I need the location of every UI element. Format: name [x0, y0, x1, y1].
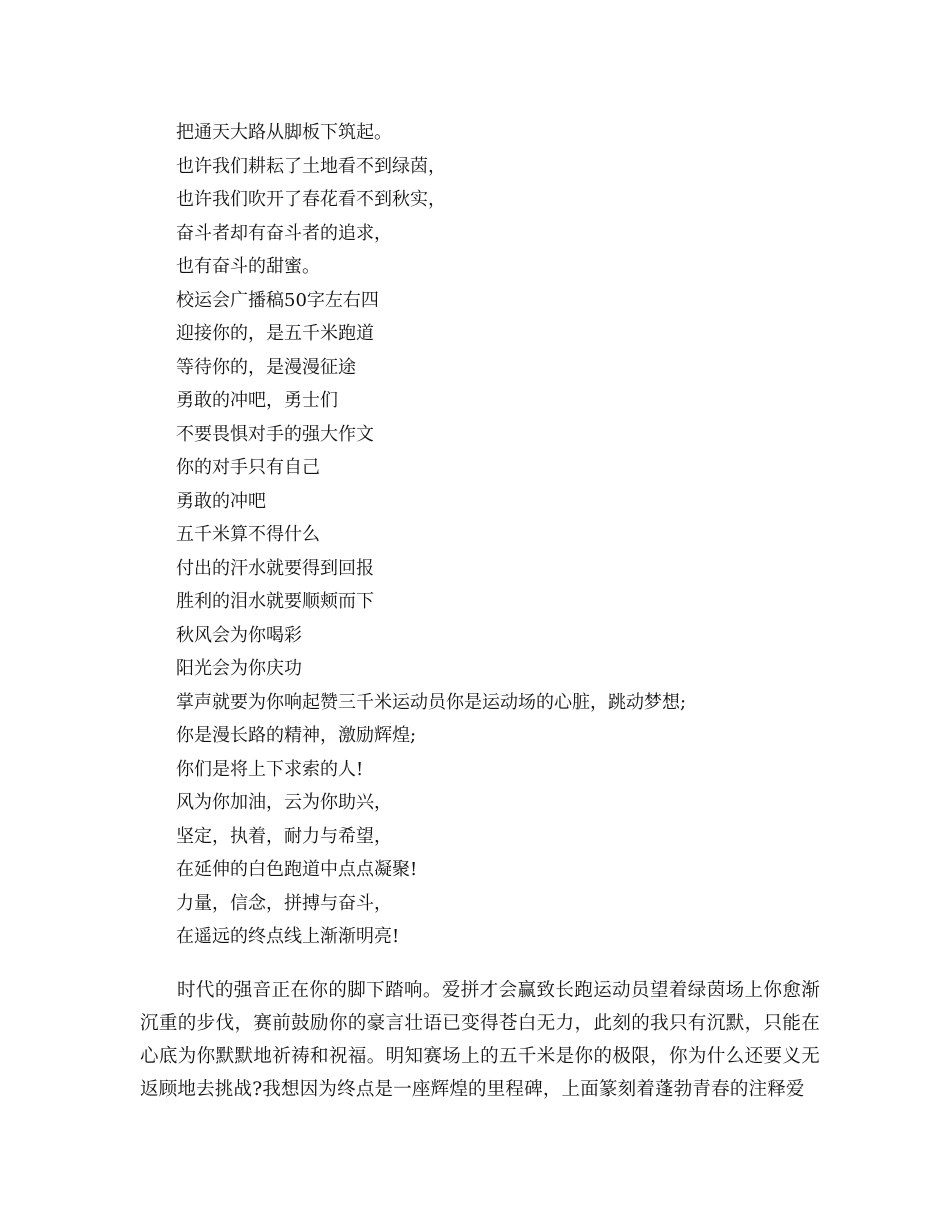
text-line: 你们是将上下求索的人!	[176, 758, 364, 780]
text-line: 付出的汗水就要得到回报	[176, 557, 374, 579]
text-line: 掌声就要为你响起赞三千米运动员你是运动场的心脏，跳动梦想;	[176, 691, 687, 713]
text-line: 也许我们耕耘了土地看不到绿茵，	[176, 155, 446, 177]
text-line: 在延伸的白色跑道中点点凝聚!	[176, 859, 418, 880]
text-line: 奋斗者却有奋斗者的追求，	[176, 222, 392, 244]
text-line: 也有奋斗的甜蜜。	[176, 256, 320, 277]
section-heading: 校运会广播稿50字左右四	[176, 289, 379, 311]
text-line: 不要畏惧对手的强大作文	[176, 423, 374, 445]
text-line: 勇敢的冲吧，勇士们	[176, 390, 338, 411]
text-line: 也许我们吹开了春花看不到秋实，	[176, 189, 446, 210]
text-line: 秋风会为你喝彩	[176, 624, 302, 646]
text-line: 等待你的，是漫漫征途	[176, 356, 356, 378]
text-line: 你的对手只有自己	[176, 457, 320, 478]
text-line: 五千米算不得什么	[176, 524, 320, 545]
poem-lines	[176, 116, 876, 954]
text-line: 把通天大路从脚板下筑起。	[176, 122, 392, 143]
text-line: 迎接你的，是五千米跑道	[176, 323, 374, 344]
text-line: 胜利的泪水就要顺颊而下	[176, 591, 374, 612]
text-line: 你是漫长路的精神，激励辉煌;	[176, 725, 417, 746]
text-line: 勇敢的冲吧	[176, 490, 266, 512]
text-line: 风为你加油，云为你助兴，	[176, 792, 392, 813]
text-line: 在遥远的终点线上渐渐明亮!	[176, 926, 400, 947]
text-line: 阳光会为你庆功	[176, 658, 302, 679]
text-line: 坚定，执着，耐力与希望，	[176, 825, 392, 847]
body-paragraph: 时代的强音正在你的脚下踏响。爱拼才会赢致长跑运动员望着绿茵场上你愈渐沉重的步伐，赛前鼓励你的豪言壮语已变得苍白无力，此刻的我只有沉默，只能在心底为你默默地祈祷和祝福。明知赛场上的五千米是你的极限，你为什么还要义无返顾地去挑战?我想因为终点是一座辉煌的里程碑，上面篆刻着蓬勃青春的注释爱	[140, 979, 820, 1101]
text-line: 力量，信念，拼搏与奋斗，	[176, 892, 392, 914]
